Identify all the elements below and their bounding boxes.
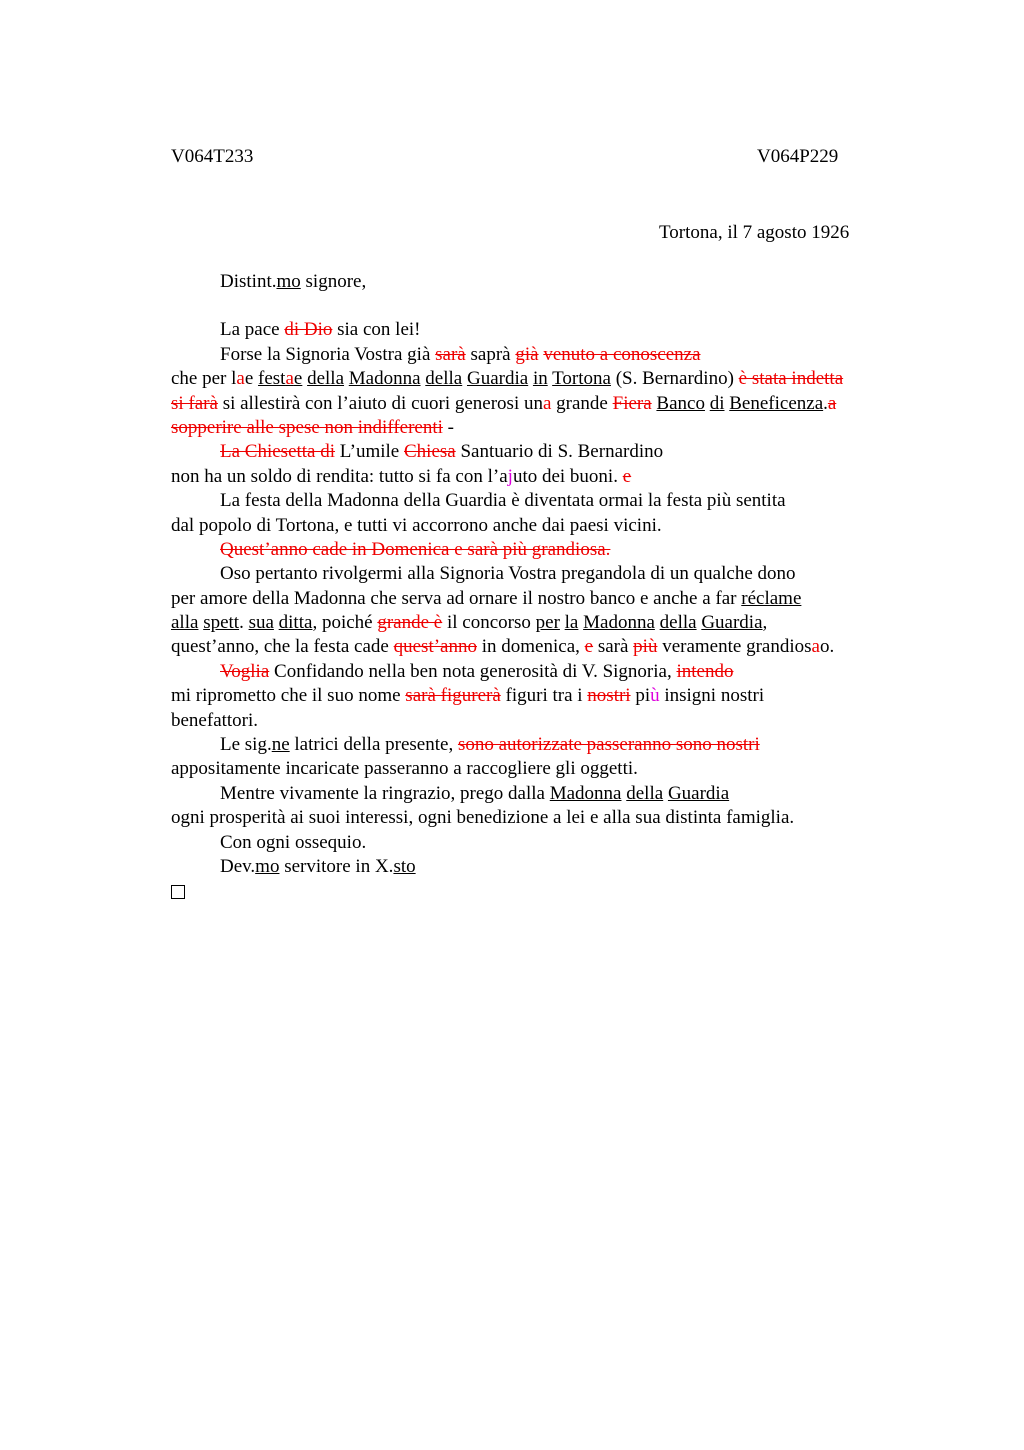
text-line: benefattori.	[171, 709, 259, 731]
text-line: appositamente incaricate passeranno a raccogliere gli oggetti.	[171, 758, 638, 780]
document-code-left: V064T233	[171, 146, 254, 167]
square-icon	[171, 885, 185, 899]
text-line: Quest’anno cade in Domenica e sarà più grandiosa.	[220, 538, 611, 560]
text-line: La festa della Madonna della Guardia è diventata ormai la festa più sentita	[220, 490, 786, 512]
signature-line: Dev.mo servitore in X.sto	[220, 855, 416, 877]
text-line: Voglia Confidando nella ben nota generosità di V. Signoria, intendo	[220, 660, 734, 682]
text-line: per amore della Madonna che serva ad ornare il nostro banco e anche a far réclame	[171, 587, 802, 609]
text-line: che per lae festae della Madonna della Guardia in Tortona (S. Bernardino) è stata indetta	[171, 368, 844, 390]
text-line: mi riprometto che il suo nome sarà figurerà figuri tra i nostri più insigni nostri	[171, 685, 765, 707]
text-line: Forse la Signoria Vostra già sarà saprà già venuto a conoscenza	[220, 343, 701, 365]
text-line: alla spett. sua ditta, poiché grande è il concorso per la Madonna della Guardia,	[171, 612, 768, 634]
text-line: Le sig.ne latrici della presente, sono autorizzate passeranno sono nostri	[220, 734, 760, 756]
text-line: Mentre vivamente la ringrazio, prego dalla Madonna della Guardia	[220, 782, 730, 804]
text-line: La pace di Dio sia con lei!	[220, 319, 421, 341]
closing-line: Con ogni ossequio.	[220, 831, 367, 853]
checkbox-square	[171, 879, 931, 903]
salutation: Distint.mo signore,	[220, 271, 367, 292]
text-line: quest’anno, che la festa cade quest’anno in domenica, e sarà più veramente grandiosao.	[171, 636, 835, 658]
text-line: ogni prosperità ai suoi interessi, ogni benedizione a lei e alla sua distinta famiglia.	[171, 807, 795, 829]
text-line: non ha un soldo di rendita: tutto si fa con l’ajuto dei buoni. e	[171, 465, 632, 487]
letter-date: Tortona, il 7 agosto 1926	[659, 222, 850, 243]
document-code-right: V064P229	[757, 146, 839, 167]
text-line: si farà si allestirà con l’aiuto di cuori generosi una grande Fiera Banco di Beneficenza.a	[171, 392, 837, 414]
text-line: La Chiesetta di L’umile Chiesa Santuario di S. Bernardino	[220, 441, 664, 463]
text-line: Oso pertanto rivolgermi alla Signoria Vostra pregandola di un qualche dono	[220, 563, 796, 585]
text-line: sopperire alle spese non indifferenti -	[171, 416, 454, 438]
letter-body	[171, 270, 931, 904]
text-line: dal popolo di Tortona, e tutti vi accorrono anche dai paesi vicini.	[171, 514, 662, 536]
